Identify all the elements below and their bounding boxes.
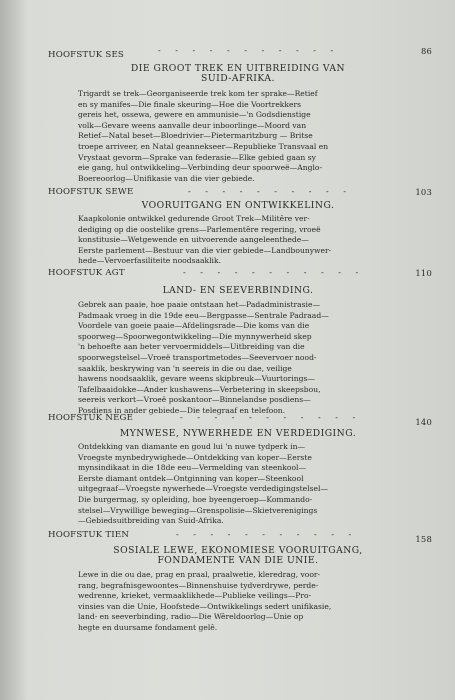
summary-line: seereis verkort—Vroeë poskantoor—Binnelandse posdiens—: [78, 395, 311, 405]
chapter-title-line: LAND- EN SEEVERBINDING.: [162, 285, 314, 296]
summary-line: troepe arriveer, en Natal geannekseer—Republieke Transvaal en: [78, 141, 329, 151]
chapter-entry-tien: [48, 530, 432, 634]
summary-line: Vroegste mynbedrywighede—Ontdekking van koper—Eerste: [78, 452, 312, 462]
summary-line: hegte en duursame fondament gelê.: [78, 622, 218, 632]
summary-line: Padmaak vroeg in die 19de eeu—Bergpasse—Sentrale Padraad—: [78, 310, 329, 320]
summary-line: volk—Gevare weens aanvalle deur inboorlinge—Moord van: [78, 120, 307, 130]
summary-line: —Gebiedsuitbreiding van Suid-Afrika.: [78, 516, 224, 526]
leader-dots: - - - - - - - - - - -: [176, 530, 358, 539]
page-number: 110: [415, 268, 432, 278]
chapter-entry-ses: [48, 46, 432, 184]
summary-line: 'n behoefte aan beter vervoermiddels—Uitbreiding van die: [78, 342, 305, 352]
chapter-summary: [78, 442, 378, 527]
summary-line: Tafelbaaidokke—Ander kushawens—Verbetering in skeepsbou,: [78, 384, 321, 394]
chapter-heading-row: [48, 187, 432, 199]
summary-line: Die burgermag, sy opleiding, hoe byeengeroep—Kommando-: [78, 494, 313, 504]
leader-dots: - - - - - - - - - -: [188, 187, 352, 196]
chapter-label: HOOFSTUK SEWE: [48, 187, 134, 197]
chapter-title: [88, 201, 388, 211]
summary-line: hede—Vervoerfasiliteite noodsaaklik.: [78, 256, 222, 266]
chapter-heading-row: [48, 46, 432, 62]
chapter-label: HOOFSTUK SES: [48, 50, 125, 60]
summary-line: Voordele van goeie paaie—Afdelingsrade—Die koms van die: [78, 321, 310, 331]
chapter-label: HOOFSTUK AGT: [48, 268, 125, 278]
page-number: 103: [415, 187, 432, 197]
chapter-title-line: DIE GROOT TREK EN UITBREIDING VAN: [130, 63, 346, 74]
summary-line: saaklik, beskrywing van 'n seereis in die ou dae, veilige: [78, 363, 292, 373]
chapter-entry-agt: [48, 268, 432, 417]
chapter-summary: [78, 570, 378, 634]
summary-line: en sy manifes—Die finale skeuring—Hoe die Voortrekkers: [78, 99, 302, 109]
page-number: 158: [415, 534, 432, 544]
chapter-heading-row: [48, 530, 432, 544]
chapter-title: [88, 286, 388, 296]
summary-line: Vrystaat gevorm—Sprake van federasie—Elke gebied gaan sy: [78, 152, 316, 162]
summary-line: stelsel—Vrywillige beweging—Grenspolisie—Skietverenigings: [78, 505, 318, 515]
summary-line: mynsindikaat in die 18de eeu—Vermelding van steenkool—: [78, 463, 307, 473]
chapter-summary: [78, 89, 378, 184]
chapter-title: [88, 546, 388, 566]
chapter-title-line: FONDAMENTE VAN DIE UNIE.: [157, 555, 319, 566]
summary-line: uitgegraaf—Vroegste nywerhede—Vroegste verdedigingstelsel—: [78, 484, 328, 494]
summary-line: Retief—Natal beset—Bloedrivier—Pietermaritzburg — Britse: [78, 131, 313, 141]
summary-line: dediging op die oostelike grens—Parlementêre regering, vroeë: [78, 224, 321, 234]
summary-line: rang, begrafnisgewoontes—Binnenshuise tydverdrywe, perde-: [78, 580, 319, 590]
summary-line: Eerste parlement—Bestuur van die vier gebiede—Landbounywer-: [78, 245, 332, 255]
chapter-title-line: VOORUITGANG EN ONTWIKKELING.: [141, 200, 335, 211]
summary-line: vinsies van die Unie, Hoofstede—Ontwikkelings sedert unifikasie,: [78, 601, 332, 611]
summary-line: Gebrek aan paaie, hoe paaie ontstaan het—Padadministrasie—: [78, 300, 321, 309]
chapter-title-line: SUID-AFRIKA.: [201, 73, 275, 84]
summary-line: eie gang, hul ontwikkeling—Verbinding deur spoorweë—Anglo-: [78, 163, 323, 173]
chapter-entry-sewe: [48, 187, 432, 267]
chapter-title-line: MYNWESE, NYWERHEDE EN VERDEDIGING.: [119, 428, 357, 439]
summary-line: gereis het, ossewa, gewere en ammunisie—'n Godsdienstige: [78, 110, 311, 120]
summary-line: land- en seeverbinding, radio—Die Wêreldoorlog—Unie op: [78, 612, 304, 622]
summary-line: Lewe in die ou dae, prag en praal, praalwetie, kleredrag, voor-: [78, 570, 321, 579]
chapter-summary: [78, 300, 378, 417]
summary-line: Boereoorlog—Unifikasie van die vier gebiede.: [78, 173, 255, 183]
summary-line: Kaapkolonie ontwikkel gedurende Groot Trek—Militêre ver-: [78, 214, 310, 223]
summary-line: spoorweg—Spoorwegontwikkeling—Die mynnywerheid skep: [78, 331, 312, 341]
leader-dots: - - - - - - - - - - -: [158, 46, 340, 55]
chapter-title: [88, 64, 388, 84]
chapter-title: [88, 429, 388, 439]
page-number: 86: [420, 46, 432, 56]
page-number: 140: [415, 417, 432, 427]
chapter-label: HOOFSTUK NEGE: [48, 413, 134, 423]
summary-line: wedrenne, krieket, vermaaklikhede—Publieke veilings—Pro-: [78, 591, 312, 601]
chapter-summary: [78, 214, 378, 267]
chapter-entry-nege: [48, 413, 432, 527]
summary-line: Trigardt se trek—Georganiseerde trek kom ter sprake—Retief: [78, 89, 318, 98]
summary-line: Ontdekking van diamante en goud lui 'n nuwe tydperk in—: [78, 442, 306, 451]
summary-line: Posdiens in ander gebiede—Die telegraaf en telefoon.: [78, 405, 286, 415]
chapter-title-line: SOSIALE LEWE, EKONOMIESE VOORUITGANG,: [113, 545, 363, 556]
chapter-heading-row: [48, 268, 432, 280]
leader-dots: - - - - - - - - - - -: [180, 413, 362, 422]
summary-line: spoorwegstelsel—Vroeë transportmetodes—Seevervoer nood-: [78, 352, 317, 362]
summary-line: konstitusie—Wetgewende en uitvoerende aangeleenthede—: [78, 235, 309, 245]
leader-dots: - - - - - - - - - - -: [183, 268, 365, 277]
summary-line: Eerste diamant ontdek—Ontginning van koper—Steenkool: [78, 473, 304, 483]
chapter-heading-row: [48, 413, 432, 427]
chapter-label: HOOFSTUK TIEN: [48, 530, 130, 540]
summary-line: hawens noodsaaklik, gevare weens skipbreuk—Vuurtorings—: [78, 374, 315, 384]
